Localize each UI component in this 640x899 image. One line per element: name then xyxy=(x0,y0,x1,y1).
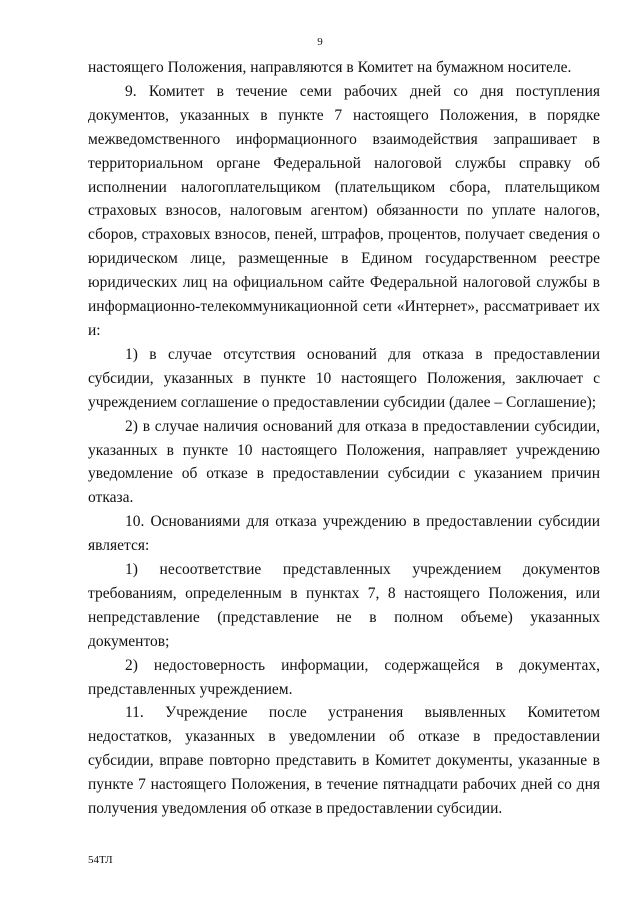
page-number: 9 xyxy=(317,36,323,48)
paragraph-item-10-1: 1) несоответствие представленных учреждением документов требованиям, определенным в пунктах 7, 8 настоящего Положения, или непредставление (представление не в полном объеме) указанных документов; xyxy=(88,561,600,650)
paragraph-item-9-2: 2) в случае наличия оснований для отказа в предоставлении субсидии, указанных в пункте 10 настоящего Положения, направляет учреждению уведомление об отказе в предоставлении субсидии с указанием причин отказа. xyxy=(88,417,600,507)
paragraph-item-10-2: 2) недостоверность информации, содержащейся в документах, представленных учреждением. xyxy=(88,656,600,698)
paragraph-item-9-1: 1) в случае отсутствия оснований для отказа в предоставлении субсидии, указанных в пункте 10 настоящего Положения, заключает с учреждением соглашение о предоставлении субсидии (далее – Соглашение); xyxy=(88,345,600,411)
paragraph-continuation: настоящего Положения, направляются в Комитет на бумажном носителе. xyxy=(88,59,572,76)
paragraph-item-10: 10. Основаниями для отказа учреждению в предоставлении субсидии является: xyxy=(88,513,600,555)
paragraph-item-11: 11. Учреждение после устранения выявленных Комитетом недостатков, указанных в уведомлении об отказе в предоставлении субсидии, вправе повторно представить в Комитет документы, указанные в пункте 7 настоящего Положения, в течение пятнадцати рабочих дней со дня получения уведомления об отказе в предоставлении субсидии. xyxy=(88,704,600,818)
footer-code: 54ТЛ xyxy=(88,854,113,866)
paragraph-item-9: 9. Комитет в течение семи рабочих дней со дня поступления документов, указанных в пункте 7 настоящего Положения, в порядке межведомственного информационного взаимодействия запрашивает в территориальном органе Федеральной налоговой службы справку об исполнении налогоплательщиком (плательщиком сбора, плательщиком страховых взносов, налоговым агентом) обязанности по уплате налогов, сборов, страховых взносов, пеней, штрафов, процентов, получает сведения о юридическом лице, размещенные в Едином государственном реестре юридических лиц на официальном сайте Федеральной налоговой службы в информационно-телекоммуникационной сети «Интернет», рассматривает их и: xyxy=(88,82,600,339)
document-body xyxy=(88,56,600,821)
